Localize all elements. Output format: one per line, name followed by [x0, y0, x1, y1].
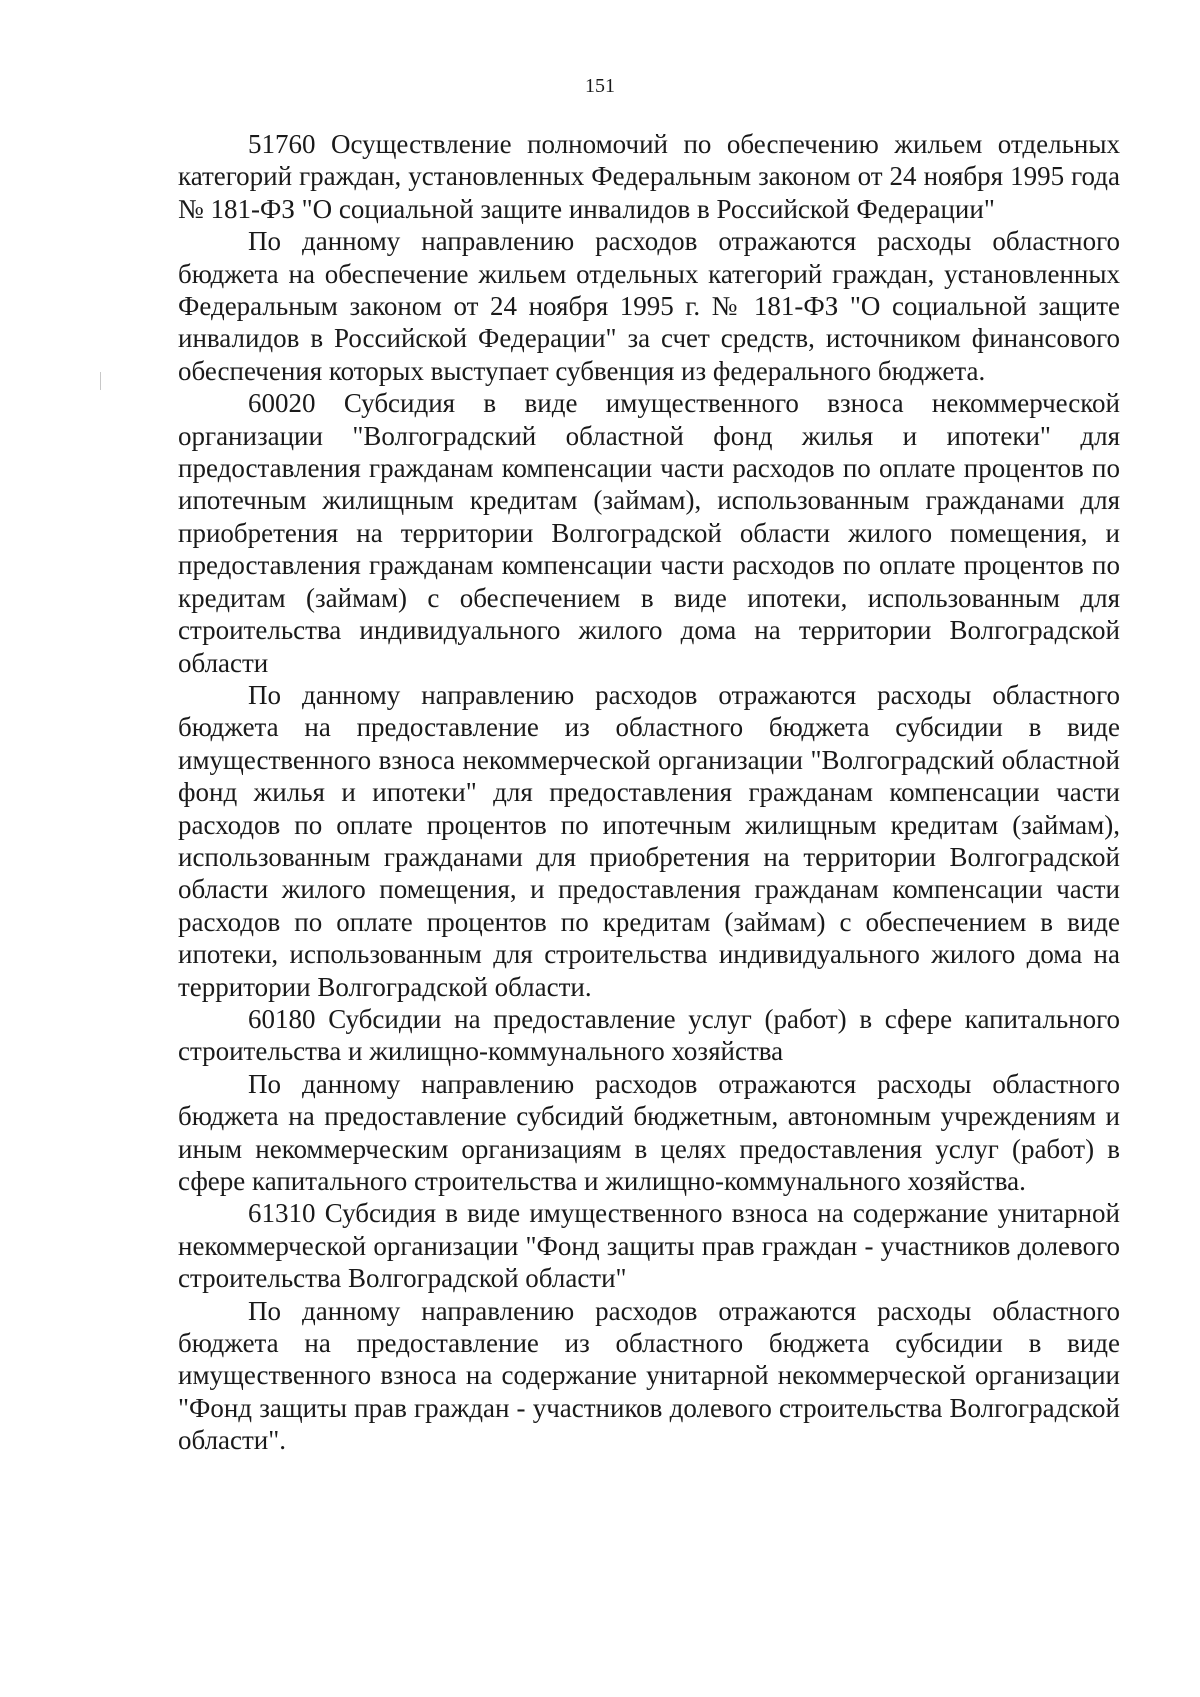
paragraph-61310-heading: 61310 Субсидия в виде имущественного взноса на содержание унитарной некоммерческой организации "Фонд защиты прав граждан - участников долевого строительства Волгоградской области"	[178, 1198, 1120, 1294]
scan-margin-mark	[100, 372, 101, 390]
paragraph-51760-heading: 51760 Осуществление полномочий по обеспечению жильем отдельных категорий граждан, установленных Федеральным законом от 24 ноября 1995 года № 181-ФЗ "О социальной защите инвалидов в Российской Федерации"	[178, 129, 1120, 224]
paragraph-60020-heading: 60020 Субсидия в виде имущественного взноса некоммерческой организации "Волгоградский областной фонд жилья и ипотеки" для предоставления гражданам компенсации части расходов по оплате процентов по ипотечным жилищным кредитам (займам), использованным гражданами для приобретения на территории Волгоградской области жилого помещения, и предоставления гражданам компенсации части расходов по оплате процентов по кредитам (займам) с обеспечением в виде ипотеки, использованным для строительства индивидуального жилого дома на территории Волгоградской области	[178, 388, 1120, 678]
page-number: 151	[585, 75, 615, 97]
paragraph-61310-description: По данному направлению расходов отражаются расходы областного бюджета на предоставление из областного бюджета субсидии в виде имущественного взноса на содержание унитарной некоммерческой организации "Фонд защиты прав граждан - участников долевого строительства Волгоградской области".	[178, 1295, 1120, 1456]
paragraph-60180-description: По данному направлению расходов отражаются расходы областного бюджета на предоставление субсидий бюджетным, автономным учреждениям и иным некоммерческим организациям в целях предоставления услуг (работ) в сфере капитального строительства и жилищно-коммунального хозяйства.	[178, 1068, 1120, 1196]
paragraph-60180-heading: 60180 Субсидии на предоставление услуг (работ) в сфере капитального строительства и жилищно-коммунального хозяйства	[178, 1003, 1120, 1067]
paragraph-51760-description: По данному направлению расходов отражаются расходы областного бюджета на обеспечение жильем отдельных категорий граждан, установленных Федеральным законом от 24 ноября 1995 г. № 181-ФЗ "О социальной защите инвалидов в Российской Федерации" за счет средств, источником финансового обеспечения которых выступает субвенция из федерального бюджета.	[178, 226, 1120, 386]
document-body	[178, 128, 1120, 1457]
paragraph-60020-description: По данному направлению расходов отражаются расходы областного бюджета на предоставление из областного бюджета субсидии в виде имущественного взноса некоммерческой организации "Волгоградский областной фонд жилья и ипотеки" для предоставления гражданам компенсации части расходов по оплате процентов по ипотечным жилищным кредитам (займам), использованным гражданами для приобретения на территории Волгоградской области жилого помещения, и предоставления гражданам компенсации части расходов по оплате процентов по кредитам (займам) с обеспечением в виде ипотеки, использованным для строительства индивидуального жилого дома на территории Волгоградской области.	[178, 679, 1120, 1002]
